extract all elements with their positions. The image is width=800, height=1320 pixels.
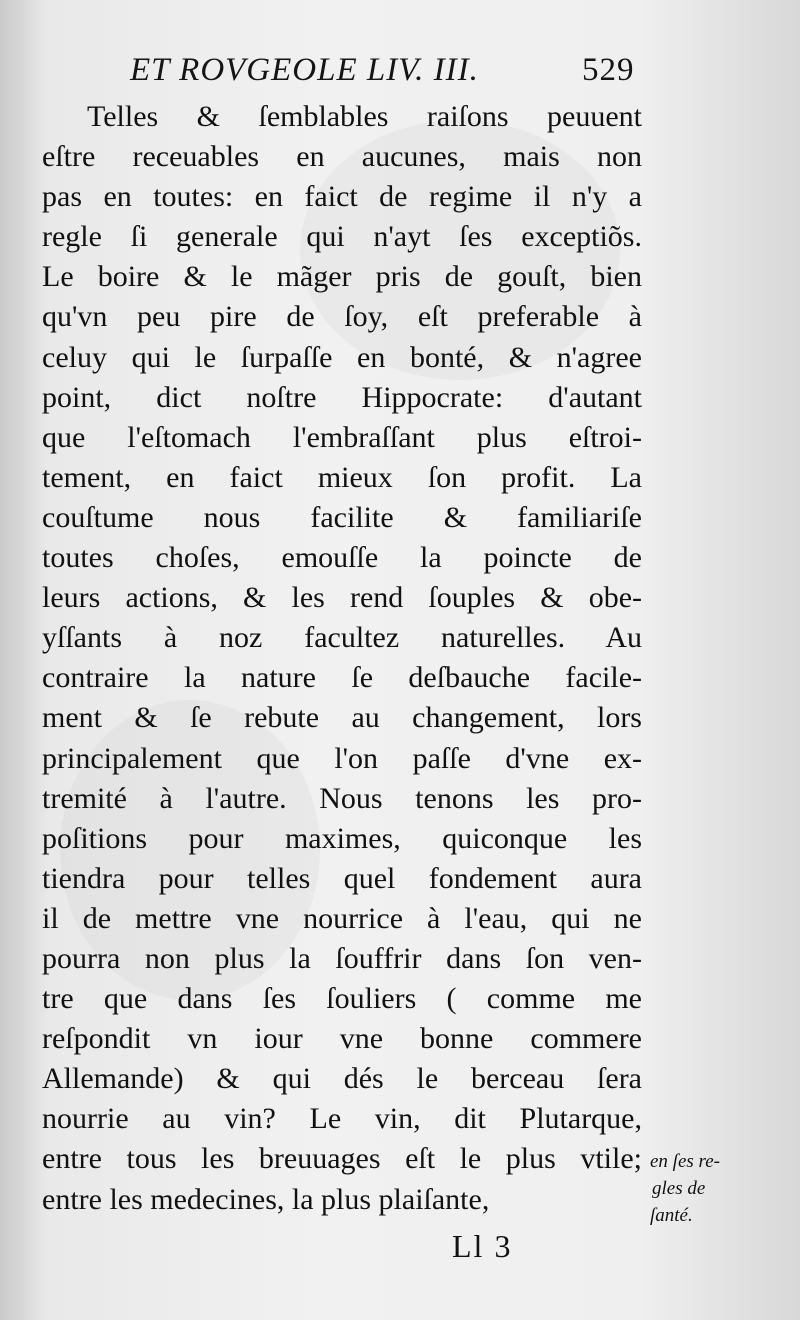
text-line: couſtume nous facilite & familiariſe — [42, 500, 642, 534]
text-line: eſtre receuables en aucunes, mais non — [42, 140, 642, 174]
margin-note — [650, 1148, 790, 1229]
margin-note-line: ſanté. — [650, 1205, 693, 1226]
text-line: pas en toutes: en faict de regime il n'y a — [42, 180, 642, 214]
text-line: entre tous les breuuages eſt le plus vtile; — [42, 1142, 642, 1176]
text-line: tre que dans ſes ſouliers ( comme me — [42, 982, 642, 1016]
margin-note-line: en ſes re- — [650, 1151, 720, 1172]
text-line: leurs actions, & les rend ſouples & obe- — [42, 581, 642, 615]
text-line: Allemande) & qui dés le berceau ſera — [42, 1062, 642, 1096]
text-line: principalement que l'on paſſe d'vne ex- — [42, 741, 642, 775]
signature-mark: Ll 3 — [452, 1228, 513, 1264]
text-line: tiendra pour telles quel fondement aura — [42, 861, 642, 895]
text-line: ment & ſe rebute au changement, lors — [42, 701, 642, 735]
text-line: poſitions pour maximes, quiconque les — [42, 821, 642, 855]
text-line: que l'eſtomach l'embraſſant plus eſtroi- — [42, 420, 642, 454]
body-text — [42, 97, 642, 1220]
text-line: qu'vn peu pire de ſoy, eſt preferable à — [42, 300, 642, 334]
text-line: tremité à l'autre. Nous tenons les pro- — [42, 781, 642, 815]
text-line: nourrie au vin? Le vin, dit Plutarque, — [42, 1102, 642, 1136]
text-line: reſpondit vn iour vne bonne commere — [42, 1022, 642, 1056]
running-header — [130, 52, 650, 96]
text-line: point, dict noſtre Hippocrate: d'autant — [42, 380, 642, 414]
text-line: yſſants à noz facultez naturelles. Au — [42, 621, 642, 655]
text-line: celuy qui le ſurpaſſe en bonté, & n'agree — [42, 340, 642, 374]
margin-note-line: gles de — [652, 1178, 706, 1199]
text-line: entre les medecines, la plus plaiſante, — [42, 1182, 490, 1216]
text-line: il de mettre vne nourrice à l'eau, qui ne — [42, 901, 642, 935]
page-number: 529 — [582, 52, 635, 88]
running-title: ET ROVGEOLE LIV. III. — [130, 52, 479, 88]
text-line: contraire la nature ſe deſbauche facile- — [42, 661, 642, 695]
text-line: pourra non plus la ſouffrir dans ſon ven- — [42, 941, 642, 975]
text-line: tement, en faict mieux ſon profit. La — [42, 460, 642, 494]
text-line: toutes choſes, emouſſe la poincte de — [42, 541, 642, 575]
text-line: Telles & ſemblables raiſons peuuent — [87, 100, 642, 133]
text-line: Le boire & le mãger pris de gouſt, bien — [42, 260, 642, 294]
text-line: regle ſi generale qui n'ayt ſes exceptiõs. — [42, 220, 642, 254]
